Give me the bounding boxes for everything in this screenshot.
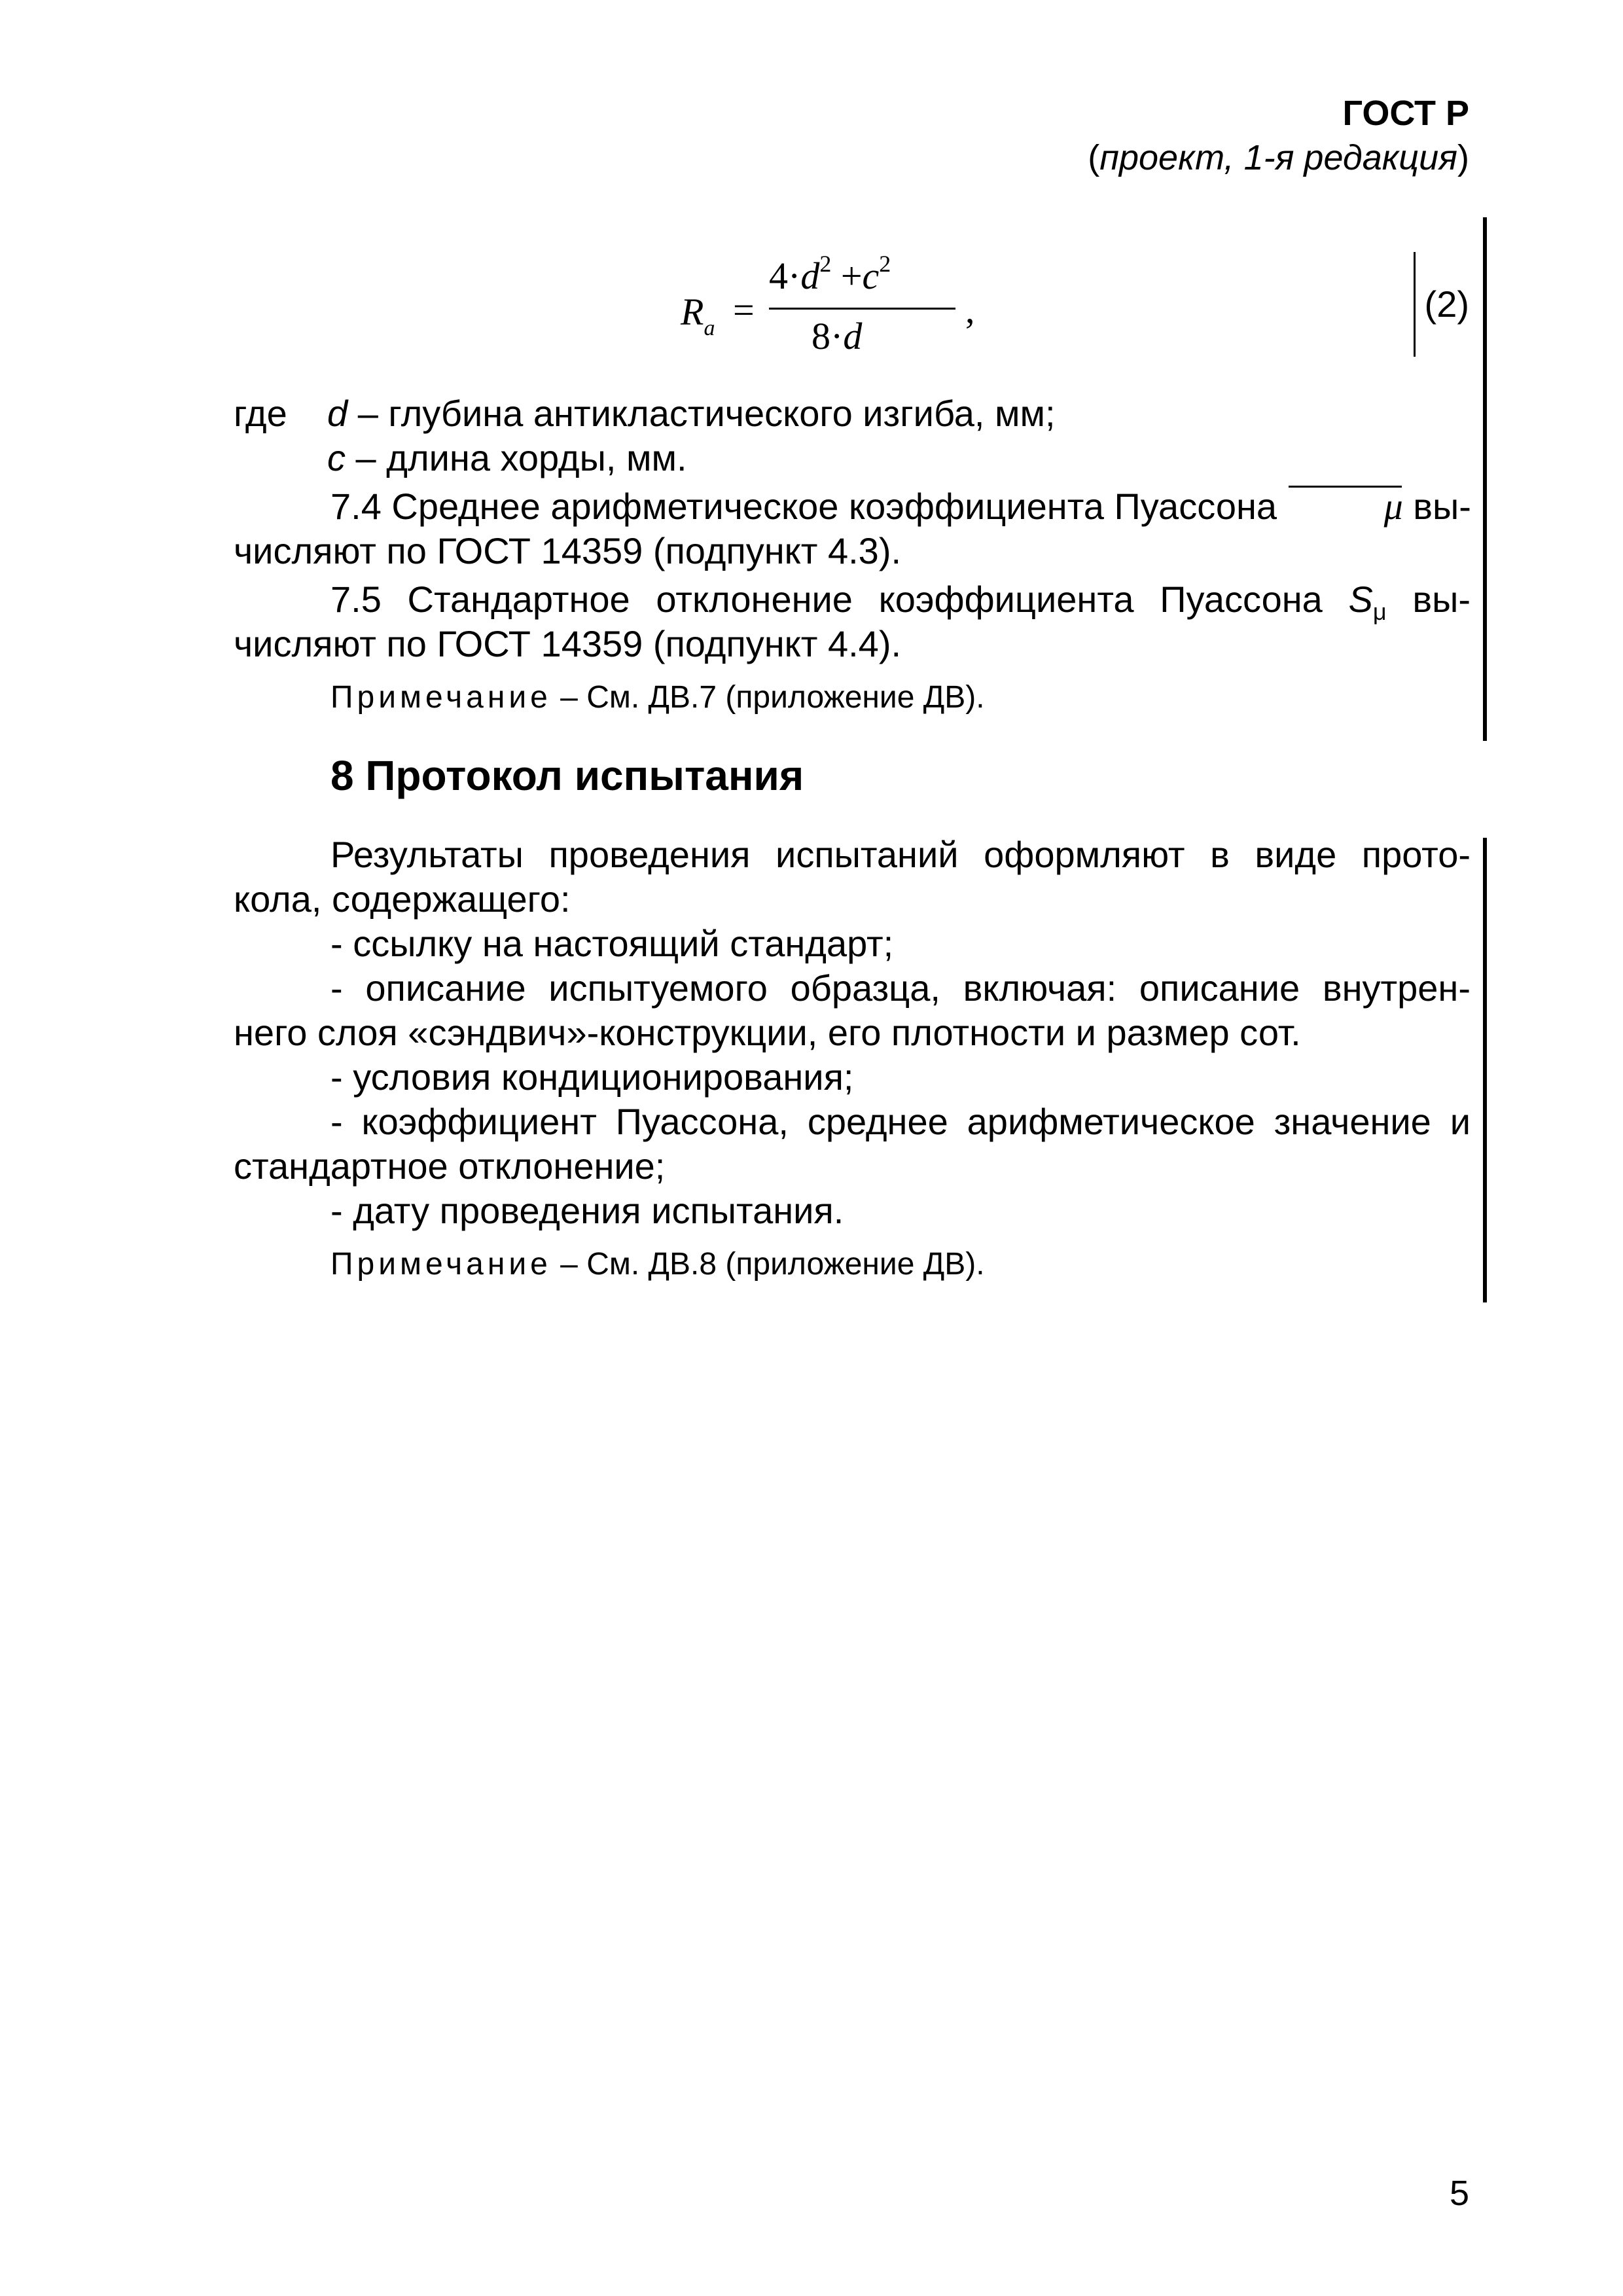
formula-2	[674, 251, 988, 359]
list-item-4-line-1: - коэффициент Пуассона, среднее арифметическое значение и	[330, 1101, 1471, 1142]
revision-bar-section8	[1483, 838, 1487, 1302]
list-item-5: - дату проведения испытания.	[330, 1190, 844, 1231]
note-8: Примечание – См. ДВ.8 (приложение ДВ).	[330, 1247, 985, 1282]
where-d-definition: d – глубина антикластического изгиба, мм;	[327, 393, 1056, 434]
list-item-3: - условия кондиционирования;	[330, 1056, 854, 1098]
paragraph-7-5-line-1: 7.5 Стандартное отклонение коэффициента Пуассона $S_\mu$ вы-	[330, 579, 1471, 625]
page-number: 5	[1449, 2174, 1469, 2213]
section-8-intro-line-2: кола, содержащего:	[234, 878, 571, 920]
list-item-2-line-1: - описание испытуемого образца, включая: описание внутрен-	[330, 967, 1471, 1009]
paragraph-7-4-line-1: 7.4 Среднее арифметическое коэффициента Пуассона μ вы-	[330, 485, 1471, 528]
edition-close-paren: )	[1457, 138, 1469, 177]
document-edition	[1088, 137, 1469, 178]
paragraph-7-5-line-2: числяют по ГОСТ 14359 (подпункт 4.4).	[234, 623, 902, 664]
formula-numerator: $4\cdot d^2 +c^2$	[769, 251, 891, 297]
mean-mu-symbol: μ	[1287, 484, 1403, 529]
note-7: Примечание – См. ДВ.7 (приложение ДВ).	[330, 680, 985, 715]
list-item-4-line-2: стандартное отклонение;	[234, 1145, 666, 1187]
equation-number: (2)	[1424, 283, 1469, 325]
section-8-heading: 8 Протокол испытания	[330, 752, 804, 799]
formula-equals: =	[733, 289, 755, 331]
formula-lhs: $R_a$	[681, 291, 715, 340]
document-code: ГОСТ Р	[1342, 94, 1469, 133]
std-dev-symbol: S	[1348, 579, 1373, 620]
where-label: где	[234, 393, 287, 434]
revision-bar-formula-inner	[1414, 252, 1416, 357]
formula-denominator: 8·d	[812, 315, 863, 357]
std-dev-subscript: μ	[1372, 598, 1387, 625]
edition-open-paren: (	[1088, 138, 1100, 177]
list-item-2-line-2: него слоя «сэндвич»-конструкции, его плотности и размер сот.	[234, 1012, 1301, 1053]
where-c-definition: c – длина хорды, мм.	[327, 437, 687, 478]
formula-fraction-bar	[769, 308, 955, 310]
paragraph-7-4-line-2: числяют по ГОСТ 14359 (подпункт 4.3).	[234, 530, 902, 571]
revision-bar-top	[1483, 217, 1487, 741]
list-item-1: - ссылку на настоящий стандарт;	[330, 923, 894, 964]
edition-text: проект, 1-я редакция	[1099, 138, 1458, 177]
formula-comma: ,	[965, 289, 975, 331]
section-8-intro-line-1: Результаты проведения испытаний оформляют в виде прото-	[330, 834, 1471, 875]
